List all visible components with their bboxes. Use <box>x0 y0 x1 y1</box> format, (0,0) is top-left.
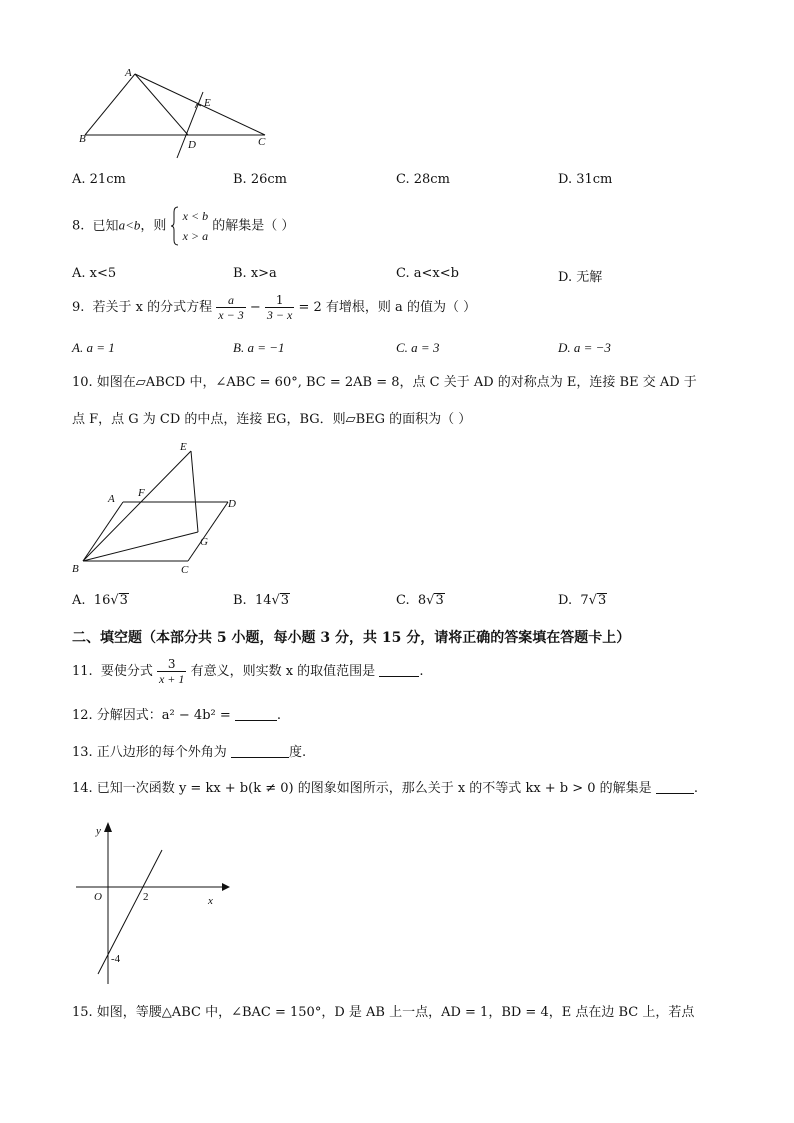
label-B: B <box>79 133 86 145</box>
q10-option-a: A. 16√3 <box>72 593 128 608</box>
q8-cond: a<b <box>118 217 141 233</box>
linear-function-graph-q14 <box>72 818 232 988</box>
label-A: A <box>108 493 115 505</box>
q8-option-b: B. x>a <box>233 266 277 281</box>
question-14: 14. 已知一次函数 y = kx + b(k ≠ 0) 的图象如图所示，那么关于 x 的不等式 kx + b > 0 的解集是 . <box>72 781 698 796</box>
axis-label-y: y <box>96 825 101 837</box>
question-8 <box>72 206 294 248</box>
q10-option-b: B. 14√3 <box>233 593 290 608</box>
q8-pre: 已知 <box>92 218 119 234</box>
label-E: E <box>180 441 187 453</box>
q8-mid: ，则 <box>140 218 167 234</box>
label-B: B <box>72 563 79 575</box>
question-10-line2: 点 F，点 G 为 CD 的中点，连接 EG，BG．则▱BEG 的面积为（ ） <box>72 412 472 427</box>
q9-post: = 2 有增根，则 a 的值为（ ） <box>298 300 477 315</box>
axis-label-x: x <box>208 895 213 907</box>
q7-option-c: C. 28cm <box>396 172 450 187</box>
question-15: 15. 如图，等腰△ABC 中，∠BAC = 150°，D 是 AB 上一点，AD = 1，BD = 4，E 点在边 BC 上，若点 <box>72 1005 695 1020</box>
q9-minus: − <box>249 300 261 315</box>
q7-option-d: D. 31cm <box>558 172 613 187</box>
label-F: F <box>138 487 145 499</box>
q10-option-c: C. 8√3 <box>396 593 444 608</box>
label-E: E <box>204 97 211 109</box>
label-D: D <box>228 498 236 510</box>
question-12: 12. 分解因式：a² − 4b² = . <box>72 708 282 723</box>
q9-fraction-2: $\frac{1}{3 - x}$ <box>266 293 293 322</box>
triangle-figure-q7 <box>75 62 285 162</box>
label-G: G <box>200 536 208 548</box>
q10-option-d: D. 7√3 <box>558 593 607 608</box>
q7-option-a: A. 21cm <box>72 172 126 187</box>
q9-option-d: D. a = −3 <box>558 340 611 355</box>
origin-label: O <box>94 891 102 903</box>
question-9 <box>72 293 476 322</box>
question-13: 13. 正八边形的每个外角为 度. <box>72 745 307 760</box>
tick-label-2: 2 <box>143 891 149 903</box>
label-D: D <box>188 139 196 151</box>
label-C: C <box>181 564 189 576</box>
q8-num: 8. <box>72 218 85 234</box>
question-11: 11. 要使分式 $\frac{3}{x + 1}$ 有意义，则实数 x 的取值范围是 . <box>72 657 424 686</box>
q9-option-a: A. a = 1 <box>72 340 115 355</box>
q8-system-line2: x > a <box>182 229 209 243</box>
q9-num: 9. <box>72 300 85 315</box>
q7-option-b: B. 26cm <box>233 172 287 187</box>
question-10-line1: 10. 如图在▱ABCD 中，∠ABC = 60°, BC = 2AB = 8，点 C 关于 AD 的对称点为 E，连接 BE 交 AD 于 <box>72 375 697 390</box>
q11-fraction: $\frac{3}{x + 1}$ <box>158 657 185 686</box>
q9-option-b: B. a = −1 <box>233 340 285 355</box>
q8-system-line1: x < b <box>182 209 209 223</box>
label-C: C <box>258 136 266 148</box>
q8-post: 的解集是（ ） <box>212 218 295 234</box>
q8-option-a: A. x<5 <box>72 266 117 281</box>
q11-answer-blank[interactable] <box>379 664 419 677</box>
q12-answer-blank[interactable] <box>235 708 277 721</box>
q9-option-c: C. a = 3 <box>396 340 440 355</box>
q8-option-c: C. a<x<b <box>396 266 459 281</box>
q13-answer-blank[interactable] <box>231 745 289 758</box>
label-A: A <box>125 67 132 79</box>
tick-label-neg4: -4 <box>111 953 121 965</box>
section-2-heading: 二、填空题（本部分共 5 小题，每小题 3 分，共 15 分，请将正确的答案填在答题卡上） <box>72 630 631 646</box>
q9-pre: 若关于 x 的分式方程 <box>92 300 213 315</box>
q9-fraction-1: $\frac{a}{x - 3}$ <box>218 293 244 322</box>
q8-option-d: D. 无解 <box>558 270 603 285</box>
q8-brace <box>171 206 179 246</box>
q14-answer-blank[interactable] <box>656 781 694 794</box>
parallelogram-figure-q10 <box>70 438 250 578</box>
